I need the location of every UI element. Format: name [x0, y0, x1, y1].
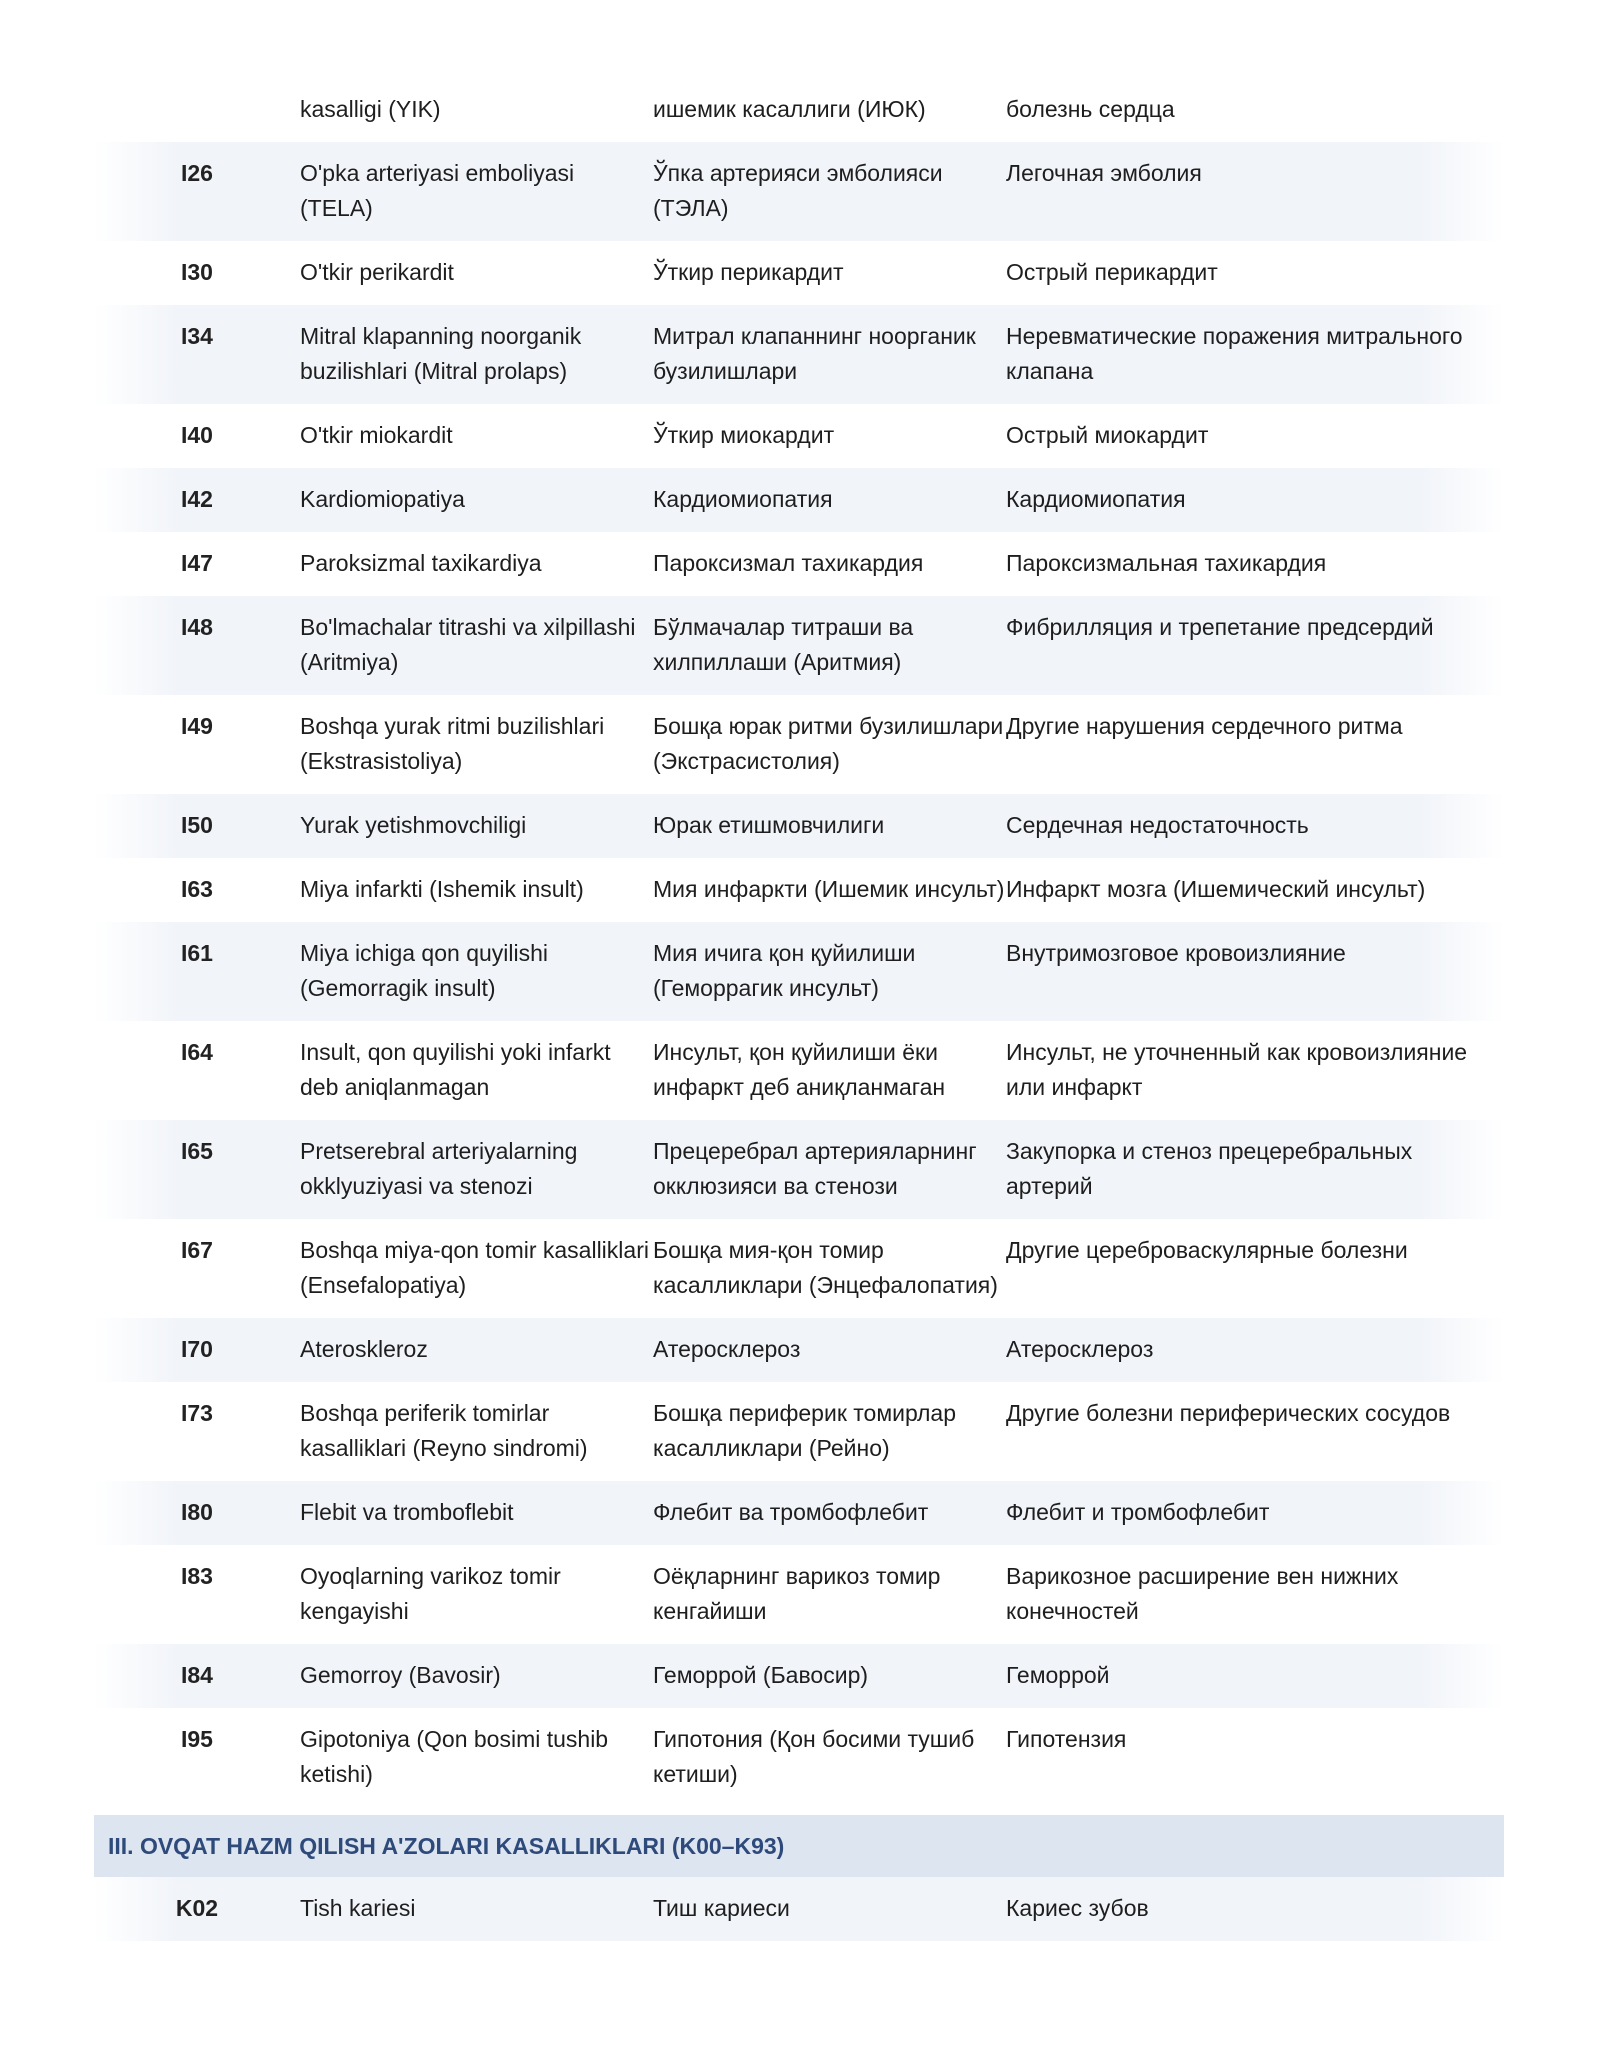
- uzbek-cyrillic-name: Бошқа периферик томирлар касалликлари (Рейно): [653, 1400, 957, 1461]
- russian-name: Кардиомиопатия: [1006, 486, 1186, 512]
- uzbek-latin-name: O'pka arteriyasi emboliyasi (TELA): [300, 160, 575, 221]
- section-header: [94, 1815, 1504, 1877]
- disease-code-table: [94, 78, 1504, 1941]
- icd-code: I73: [181, 1400, 213, 1426]
- uzbek-cyrillic-name: Оёқларнинг варикоз томир кенгайиши: [653, 1563, 941, 1624]
- icd-code: K02: [175, 1895, 219, 1921]
- uzbek-cyrillic-name: Гипотония (Қон босими тушиб кетиши): [653, 1726, 975, 1787]
- table-row: [94, 1382, 1504, 1481]
- uzbek-cyrillic-name: Бошқа юрак ритми бузилишлари (Экстрасистолия): [653, 713, 1004, 774]
- icd-code: I84: [181, 1662, 213, 1688]
- icd-code: I95: [181, 1726, 213, 1752]
- table-row: [94, 1545, 1504, 1644]
- uzbek-latin-name: Insult, qon quyilishi yoki infarkt deb aniqlanmagan: [300, 1039, 611, 1100]
- table-row: [94, 922, 1504, 1021]
- uzbek-cyrillic-name: ишемик касаллиги (ИЮК): [653, 96, 926, 122]
- icd-code: I83: [181, 1563, 213, 1589]
- uzbek-cyrillic-name: Мия ичига қон қуйилиши (Геморрагик инсульт): [653, 940, 916, 1001]
- uzbek-cyrillic-name: Кардиомиопатия: [653, 486, 833, 512]
- uzbek-cyrillic-name: Прецеребрал артерияларнинг окклюзияси ва стенози: [653, 1138, 977, 1199]
- uzbek-cyrillic-name: Пароксизмал тахикардия: [653, 550, 924, 576]
- uzbek-cyrillic-name: Ўткир миокардит: [653, 422, 835, 448]
- russian-name: Сердечная недостаточность: [1006, 812, 1309, 838]
- russian-name: Острый перикардит: [1006, 259, 1218, 285]
- table-row: [94, 596, 1504, 695]
- russian-name: Инфаркт мозга (Ишемический инсульт): [1006, 876, 1426, 902]
- icd-code: I65: [181, 1138, 213, 1164]
- uzbek-latin-name: Kardiomiopatiya: [300, 486, 465, 512]
- table-row: [94, 1219, 1504, 1318]
- uzbek-latin-name: Boshqa yurak ritmi buzilishlari (Ekstrasistoliya): [300, 713, 605, 774]
- icd-code: I70: [181, 1336, 213, 1362]
- uzbek-cyrillic-name: Ўткир перикардит: [653, 259, 844, 285]
- russian-name: Другие болезни периферических сосудов: [1006, 1400, 1451, 1426]
- table-row: [94, 1021, 1504, 1120]
- icd-code: I40: [181, 422, 213, 448]
- russian-name: Другие цереброваскулярные болезни: [1006, 1237, 1408, 1263]
- icd-code: I63: [181, 876, 213, 902]
- table-row: [94, 1644, 1504, 1708]
- uzbek-cyrillic-name: Бўлмачалар титраши ва хилпиллаши (Аритмия): [653, 614, 914, 675]
- table-row: [94, 468, 1504, 532]
- section-title: III. OVQAT HAZM QILISH A'ZOLARI KASALLIKLARI (K00–K93): [108, 1832, 785, 1859]
- icd-code: I30: [181, 259, 213, 285]
- icd-code: I80: [181, 1499, 213, 1525]
- uzbek-latin-name: Miya infarkti (Ishemik insult): [300, 876, 584, 902]
- uzbek-cyrillic-name: Ўпка артерияси эмболияси (ТЭЛА): [653, 160, 943, 221]
- russian-name: Варикозное расширение вен нижних конечностей: [1006, 1563, 1399, 1624]
- uzbek-latin-name: kasalligi (YIK): [300, 96, 441, 122]
- table-row: [94, 404, 1504, 468]
- russian-name: Закупорка и стеноз прецеребральных артерий: [1006, 1138, 1413, 1199]
- uzbek-cyrillic-name: Атеросклероз: [653, 1336, 801, 1362]
- russian-name: Неревматические поражения митрального клапана: [1006, 323, 1463, 384]
- russian-name: Другие нарушения сердечного ритма: [1006, 713, 1403, 739]
- uzbek-latin-name: Gemorroy (Bavosir): [300, 1662, 501, 1688]
- icd-code: I47: [181, 550, 213, 576]
- uzbek-cyrillic-name: Геморрой (Бавосир): [653, 1662, 869, 1688]
- uzbek-latin-name: Flebit va tromboflebit: [300, 1499, 514, 1525]
- table-row: [94, 142, 1504, 241]
- uzbek-cyrillic-name: Мия инфаркти (Ишемик инсульт): [653, 876, 1005, 902]
- uzbek-latin-name: O'tkir miokardit: [300, 422, 453, 448]
- table-row: [94, 1318, 1504, 1382]
- table-row: [94, 1877, 1504, 1941]
- uzbek-latin-name: Tish kariesi: [300, 1895, 416, 1921]
- table-row: [94, 305, 1504, 404]
- uzbek-latin-name: Gipotoniya (Qon bosimi tushib ketishi): [300, 1726, 609, 1787]
- russian-name: Внутримозговое кровоизлияние: [1006, 940, 1346, 966]
- icd-code: I50: [181, 812, 213, 838]
- russian-name: Пароксизмальная тахикардия: [1006, 550, 1327, 576]
- icd-code: I48: [181, 614, 213, 640]
- russian-name: Легочная эмболия: [1006, 160, 1202, 186]
- uzbek-cyrillic-name: Юрак етишмовчилиги: [653, 812, 885, 838]
- table-row: [94, 858, 1504, 922]
- russian-name: Флебит и тромбофлебит: [1006, 1499, 1270, 1525]
- table-row: [94, 1708, 1504, 1807]
- uzbek-latin-name: Paroksizmal taxikardiya: [300, 550, 542, 576]
- uzbek-latin-name: O'tkir perikardit: [300, 259, 454, 285]
- table-row: [94, 1120, 1504, 1219]
- table-row: [94, 1481, 1504, 1545]
- table-row: [94, 78, 1504, 142]
- russian-name: Острый миокардит: [1006, 422, 1209, 448]
- icd-code: I42: [181, 486, 213, 512]
- russian-name: Геморрой: [1006, 1662, 1110, 1688]
- table-row: [94, 241, 1504, 305]
- icd-code: I61: [181, 940, 213, 966]
- uzbek-latin-name: Boshqa miya-qon tomir kasalliklari (Ensefalopatiya): [300, 1237, 649, 1298]
- uzbek-cyrillic-name: Флебит ва тромбофлебит: [653, 1499, 929, 1525]
- uzbek-latin-name: Ateroskleroz: [300, 1336, 428, 1362]
- russian-name: Гипотензия: [1006, 1726, 1127, 1752]
- icd-code: I34: [181, 323, 213, 349]
- uzbek-cyrillic-name: Тиш кариеси: [653, 1895, 790, 1921]
- icd-code: I26: [181, 160, 213, 186]
- uzbek-latin-name: Oyoqlarning varikoz tomir kengayishi: [300, 1563, 561, 1624]
- uzbek-cyrillic-name: Митрал клапаннинг ноорганик бузилишлари: [653, 323, 976, 384]
- uzbek-latin-name: Boshqa periferik tomirlar kasalliklari (Reyno sindromi): [300, 1400, 588, 1461]
- icd-code: I49: [181, 713, 213, 739]
- russian-name: болезнь сердца: [1006, 96, 1175, 122]
- table-row: [94, 794, 1504, 858]
- uzbek-cyrillic-name: Инсульт, қон қуйилиши ёки инфаркт деб аниқланмаган: [653, 1039, 946, 1100]
- uzbek-latin-name: Miya ichiga qon quyilishi (Gemorragik insult): [300, 940, 549, 1001]
- uzbek-latin-name: Yurak yetishmovchiligi: [300, 812, 527, 838]
- uzbek-latin-name: Bo'lmachalar titrashi va xilpillashi (Aritmiya): [300, 614, 636, 675]
- icd-code: I64: [181, 1039, 213, 1065]
- russian-name: Инсульт, не уточненный как кровоизлияние или инфаркт: [1006, 1039, 1468, 1100]
- russian-name: Атеросклероз: [1006, 1336, 1154, 1362]
- russian-name: Кариес зубов: [1006, 1895, 1149, 1921]
- russian-name: Фибрилляция и трепетание предсердий: [1006, 614, 1434, 640]
- table-row: [94, 695, 1504, 794]
- icd-code: I67: [181, 1237, 213, 1263]
- uzbek-latin-name: Pretserebral arteriyalarning okklyuziyasi va stenozi: [300, 1138, 578, 1199]
- uzbek-latin-name: Mitral klapanning noorganik buzilishlari (Mitral prolaps): [300, 323, 582, 384]
- uzbek-cyrillic-name: Бошқа мия-қон томир касалликлари (Энцефалопатия): [653, 1237, 998, 1298]
- table-row: [94, 532, 1504, 596]
